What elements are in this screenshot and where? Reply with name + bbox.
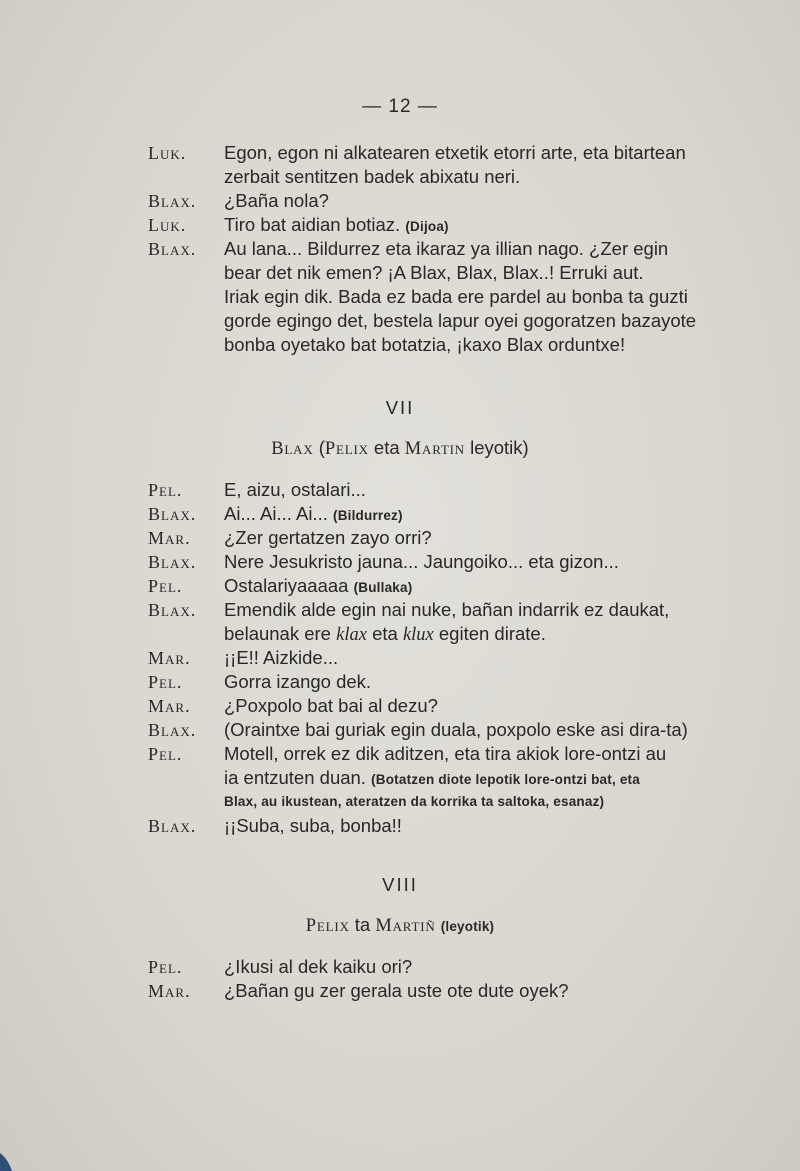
dialogue-text: ¿Poxpolo bat bai al dezu? <box>224 695 438 716</box>
dialogue-line <box>0 766 800 790</box>
dialogue-line <box>0 550 800 574</box>
dialogue-text: E, aizu, ostalari... <box>224 479 366 500</box>
speaker-label: Mar. <box>148 648 191 668</box>
dialogue-block-3 <box>0 955 800 1003</box>
dialogue-text: Au lana... Bildurrez eta ikaraz ya illian nago. ¿Zer egin <box>224 238 669 259</box>
dialogue-text: Gorra izango dek. <box>224 671 372 692</box>
page-number: — 12 — <box>362 96 438 117</box>
dialogue-line <box>0 574 800 598</box>
dialogue-line <box>0 333 800 357</box>
character-name: Martiñ <box>375 916 436 936</box>
dialogue-line <box>0 742 800 766</box>
dialogue-line <box>0 694 800 718</box>
heading-conjunction: eta <box>373 437 400 458</box>
scene-number-8: VIII <box>382 874 418 895</box>
speaker-label: Blax. <box>148 720 197 740</box>
dialogue-text: ¿Bañan gu zer gerala uste ote dute oyek? <box>224 980 569 1001</box>
speaker-label: Blax. <box>148 191 197 211</box>
dialogue-text: Ostalariyaaaaa <box>224 575 349 596</box>
dialogue-text: belaunak ere <box>224 623 331 644</box>
dialogue-line <box>0 814 800 838</box>
dialogue-line <box>0 309 800 333</box>
dialogue-block-1 <box>0 141 800 357</box>
speaker-label: Pel. <box>148 672 183 692</box>
heading-conjunction: ta <box>354 914 371 935</box>
speaker-label: Blax. <box>148 816 197 836</box>
dialogue-text: ¿Ikusi al dek kaiku ori? <box>224 956 413 977</box>
character-name: Martin <box>404 439 465 459</box>
dialogue-text: (Oraintxe bai guriak egin duala, poxpolo eske asi dira-ta) <box>224 719 688 740</box>
dialogue-text: Egon, egon ni alkatearen etxetik etorri arte, eta bitartean <box>224 142 686 163</box>
heading-location: leyotik) <box>470 437 529 458</box>
dialogue-line <box>0 141 800 165</box>
dialogue-text: ¡¡Suba, suba, bonba!! <box>224 815 402 836</box>
speaker-label: Pel. <box>148 480 183 500</box>
dialogue-text: ¿Baña nola? <box>224 190 329 211</box>
dialogue-line <box>0 189 800 213</box>
dialogue-text: egiten dirate. <box>438 623 546 644</box>
scene-heading-7 <box>0 436 800 461</box>
corner-ink-mark-icon <box>0 1147 22 1171</box>
speaker-label: Blax. <box>148 504 197 524</box>
dialogue-text: Iriak egin dik. Bada ez bada ere pardel au bonba ta guzti <box>224 286 688 307</box>
dialogue-line <box>0 670 800 694</box>
speaker-label: Blax. <box>148 552 197 572</box>
dialogue-line <box>0 165 800 189</box>
speaker-label: Blax. <box>148 239 197 259</box>
dialogue-text: Motell, orrek ez dik aditzen, eta tira akiok lore-ontzi au <box>224 743 667 764</box>
scene-number-7: VII <box>385 397 415 418</box>
scene-heading-8 <box>0 913 800 939</box>
dialogue-line <box>0 237 800 261</box>
stage-direction: (leyotik) <box>440 919 495 934</box>
stage-direction: (Dijoa) <box>405 219 449 234</box>
dialogue-text: eta <box>372 623 398 644</box>
dialogue-text: ¡¡E!! Aizkide... <box>224 647 339 668</box>
speaker-label: Blax. <box>148 600 197 620</box>
dialogue-block-2 <box>0 478 800 838</box>
dialogue-line <box>0 285 800 309</box>
dialogue-line <box>0 955 800 979</box>
dialogue-line <box>0 622 800 646</box>
dialogue-text: Tiro bat aidian botiaz. <box>224 214 401 235</box>
stage-direction: (Bildurrez) <box>333 508 403 523</box>
dialogue-line <box>0 213 800 237</box>
speaker-label: Pel. <box>148 744 183 764</box>
stage-direction: Blax, au ikustean, ateratzen da korrika ta saltoka, esanaz) <box>224 794 605 809</box>
speaker-label: Mar. <box>148 528 191 548</box>
character-name: Pelix <box>305 916 350 936</box>
stage-direction: (Bullaka) <box>353 580 413 595</box>
dialogue-line <box>0 478 800 502</box>
speaker-label: Luk. <box>148 215 187 235</box>
dialogue-text: Ai... Ai... Ai... <box>224 503 328 524</box>
italic-word: klux <box>402 625 434 645</box>
speaker-label: Pel. <box>148 957 183 977</box>
dialogue-line <box>0 979 800 1003</box>
dialogue-line <box>0 646 800 670</box>
speaker-label: Mar. <box>148 696 191 716</box>
dialogue-text: Nere Jesukristo jauna... Jaungoiko... eta gizon... <box>224 551 619 572</box>
speaker-label: Pel. <box>148 576 183 596</box>
dialogue-line <box>0 598 800 622</box>
speaker-label: Luk. <box>148 143 187 163</box>
dialogue-line <box>0 261 800 285</box>
dialogue-text: zerbait sentitzen badek abixatu neri. <box>224 166 521 187</box>
dialogue-line <box>0 790 800 814</box>
dialogue-line <box>0 718 800 742</box>
dialogue-text: ia entzuten duan. <box>224 767 366 788</box>
dialogue-text: Emendik alde egin nai nuke, bañan indarrik ez daukat, <box>224 599 670 620</box>
dialogue-text: bonba oyetako bat botatzia, ¡kaxo Blax orduntxe! <box>224 334 626 355</box>
heading-paren: ( <box>318 437 325 458</box>
dialogue-line <box>0 526 800 550</box>
character-name: Pelix <box>324 439 369 459</box>
dialogue-line <box>0 502 800 526</box>
speaker-label: Mar. <box>148 981 191 1001</box>
italic-word: klax <box>336 625 367 645</box>
dialogue-text: gorde egingo det, bestela lapur oyei gogoratzen bazayote <box>224 310 697 331</box>
character-name: Blax <box>271 439 314 459</box>
stage-direction: (Botatzen diote lepotik lore-ontzi bat, eta <box>371 772 640 787</box>
dialogue-text: ¿Zer gertatzen zayo orri? <box>224 527 432 548</box>
dialogue-text: bear det nik emen? ¡A Blax, Blax, Blax..! Erruki aut. <box>224 262 644 283</box>
